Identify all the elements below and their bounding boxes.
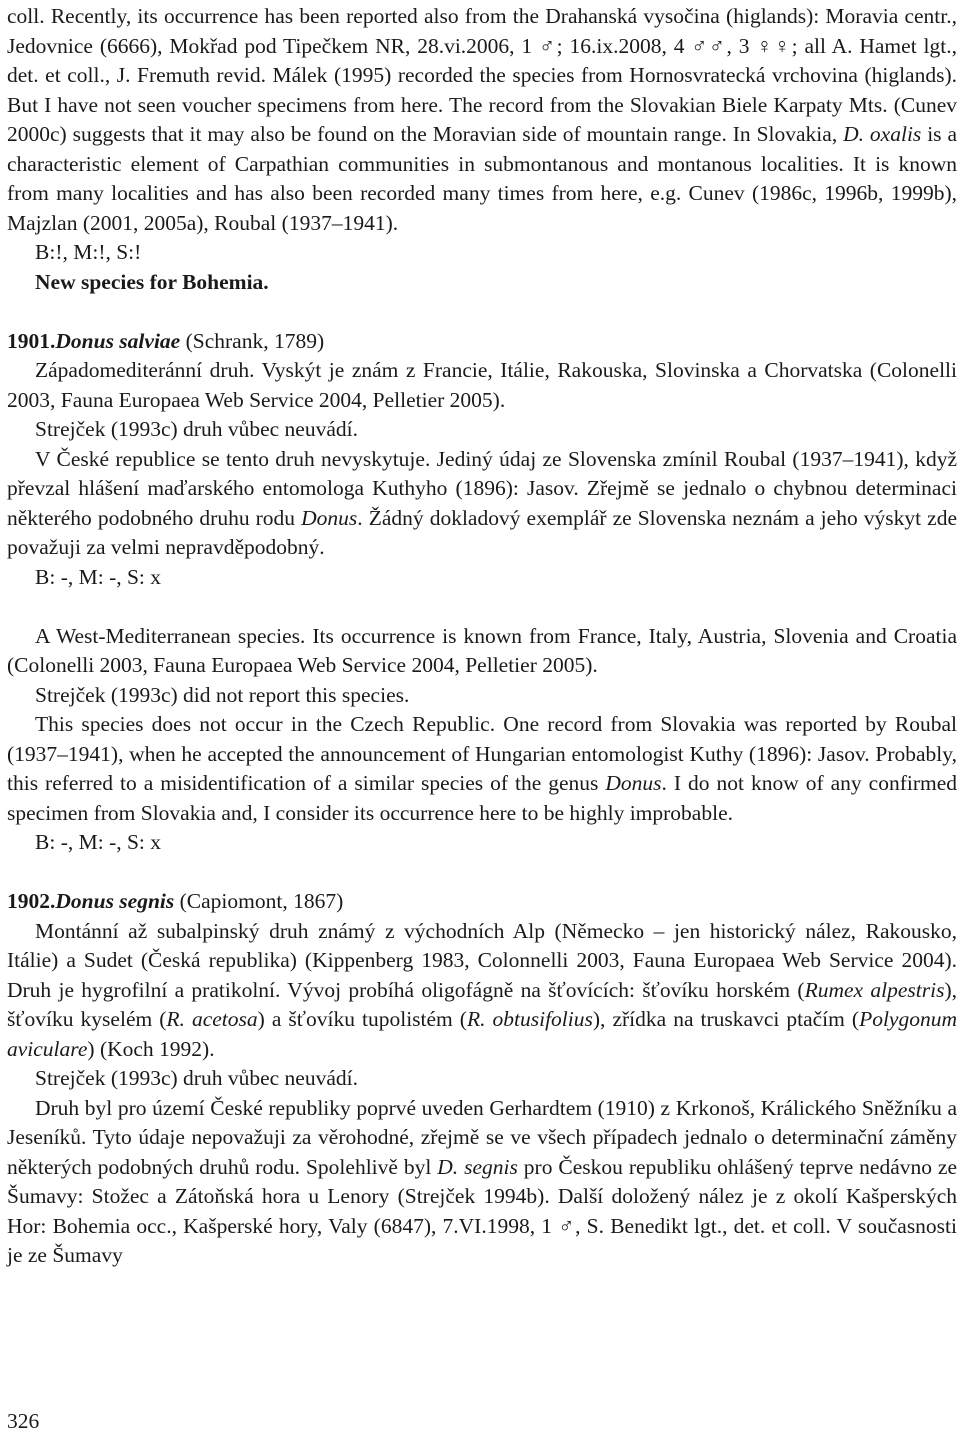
text-run: ), zřídka na truskavci ptačím ( [592, 1007, 860, 1031]
species-number: 1901. [7, 328, 56, 353]
text-run: V České republice se tento druh nevyskytuje. Jediný údaj ze Slovenska zmínil Roubal (1937–1941), když převzal hlášení maďarského entomologa Kuthyho (1896): Jasov. Zřejmě se jednalo o chybnou determinaci některého podobného druhu rodu [7, 446, 957, 530]
distribution-codes: B:!, M:!, S:! [35, 240, 142, 264]
species-author: (Capiomont, 1867) [174, 889, 344, 913]
text-run: . I do not know of any confirmed specimen from Slovakia and, I consider its occurrence here to be highly improbable. [7, 771, 957, 825]
text-run: . Žádný dokladový exemplář ze Slovenska neznám a jeho výskyt zde považuji za velmi nepravděpodobný. [7, 505, 958, 559]
paragraph-d-oxalis-distribution [7, 2, 957, 238]
paragraph-en-distribution [7, 622, 957, 681]
section-gap [7, 297, 957, 327]
text-run: ), šťovíku kyselém ( [7, 977, 957, 1031]
document-page [7, 2, 957, 1271]
italic-taxon: Rumex alpestris [804, 977, 945, 1002]
italic-taxon: Donus [301, 505, 358, 530]
species-heading-1902 [7, 887, 957, 917]
text-run: A West-Mediterranean species. Its occurrence is known from France, Italy, Austria, Slovenia and Croatia (Colonelli 2003, Fauna Europaea Web Service 2004, Pelletier 2005). [7, 623, 957, 677]
text-run: This species does not occur in the Czech Republic. One record from Slovakia was reported by Roubal (1937–1941), when he accepted the announcement of Hungarian entomologist Kuthy (1896): Jasov. Probably, this referred to a misidentification of a similar species of the genus [7, 712, 957, 795]
page-number: 326 [7, 1409, 40, 1433]
species-author: (Schrank, 1789) [180, 328, 325, 353]
text-run: Západomediteránní druh. Vyskýt je znám z Francie, Itálie, Rakouska, Slovinska a Chorvatska (Colonelli 2003, Fauna Europaea Web Service 2004, Pelletier 2005). [7, 358, 957, 412]
paragraph-cz-distribution [7, 356, 957, 415]
paragraph-en-czech-republic [7, 710, 957, 828]
italic-taxon: Donus [605, 771, 662, 795]
text-run: pro Českou republiku ohlášený teprve nedávno ze Šumavy: Stožec a Zátoňská hora u Lenory (Strejček 1994b). Další doložený nález je z okolí Kašperských Hor: Bohemia occ., Kašperské hory, Valy (6847), 7.VI.1998, 1 ♂, S. Benedikt lgt., det. et coll. V současnosti je ze Šumavy [7, 1154, 958, 1267]
distribution-codes: B: -, M: -, S: x [35, 564, 162, 589]
paragraph-cz-records [7, 1094, 957, 1271]
species-name: Donus segnis [55, 889, 175, 913]
paragraph-cz-strejcek: Strejček (1993c) druh vůbec neuvádí. [35, 1066, 358, 1090]
distribution-codes: B: -, M: -, S: x [35, 830, 162, 854]
text-run: ) a šťovíku tupolistém ( [257, 1007, 467, 1031]
text-run: Montánní až subalpinský druh známý z východních Alp (Německo – jen historický nález, Rakousko, Itálie) a Sudet (Česká republika) (Kippenberg 1983, Colonnelli 2003, Fauna Europaea Web Service 2004). Druh je hygrofilní a pratikolní. Vývoj probíhá oligofágně na šťovících: šťovíku horském ( [7, 918, 957, 1002]
italic-taxon: Polygonum aviculare [7, 1007, 958, 1061]
species-heading-1901 [7, 327, 957, 357]
italic-taxon: R. obtusifolius [466, 1007, 593, 1031]
species-name: Donus salviae [55, 328, 181, 353]
section-gap [7, 592, 957, 622]
text-run: ) (Koch 1992). [87, 1036, 215, 1061]
italic-taxon: R. acetosa [166, 1007, 258, 1031]
paragraph-cz-ecology [7, 917, 957, 1065]
italic-taxon: D. oxalis [843, 122, 922, 146]
new-species-note: New species for Bohemia. [35, 269, 269, 294]
paragraph-en-strejcek: Strejček (1993c) did not report this species. [35, 682, 410, 707]
section-gap [7, 858, 957, 888]
text-run: Druh byl pro území České republiky poprvé uveden Gerhardtem (1910) z Krkonoš, Králického Sněžníku a Jeseníků. Tyto údaje nepovažuji za věrohodné, zřejmě se ve všech případech jednalo o determinační záměny některých podobných druhů rodu. Spolehlivě byl [7, 1095, 957, 1179]
species-number: 1902. [7, 889, 56, 913]
text-run: is a characteristic element of Carpathian communities in submontanous and montanous localities. It is known from many localities and has also been recorded many times from here, e.g. Cunev (1986c, 1996b, 1999b), Majzlan (2001, 2005a), Roubal (1937–1941). [7, 122, 957, 235]
paragraph-cz-czech-republic [7, 445, 957, 563]
paragraph-cz-strejcek: Strejček (1993c) druh vůbec neuvádí. [35, 417, 358, 441]
text-run: coll. Recently, its occurrence has been reported also from the Drahanská vysočina (higlands): Moravia centr., Jedovnice (6666), Mokřad pod Tipečkem NR, 28.vi.2006, 1 ♂; 16.ix.2008, 4 ♂♂, 3 ♀♀; all A. Hamet lgt., det. et coll., J. Fremuth revid. Málek (1995) recorded the species from Hornosvratecká vrchovina (higlands). But I have not seen voucher specimens from here. The record from the Slovakian Biele Karpaty Mts. (Cunev 2000c) suggests that it may also be found on the Moravian side of mountain range. In Slovakia, [7, 4, 957, 146]
italic-taxon: D. segnis [437, 1154, 518, 1179]
